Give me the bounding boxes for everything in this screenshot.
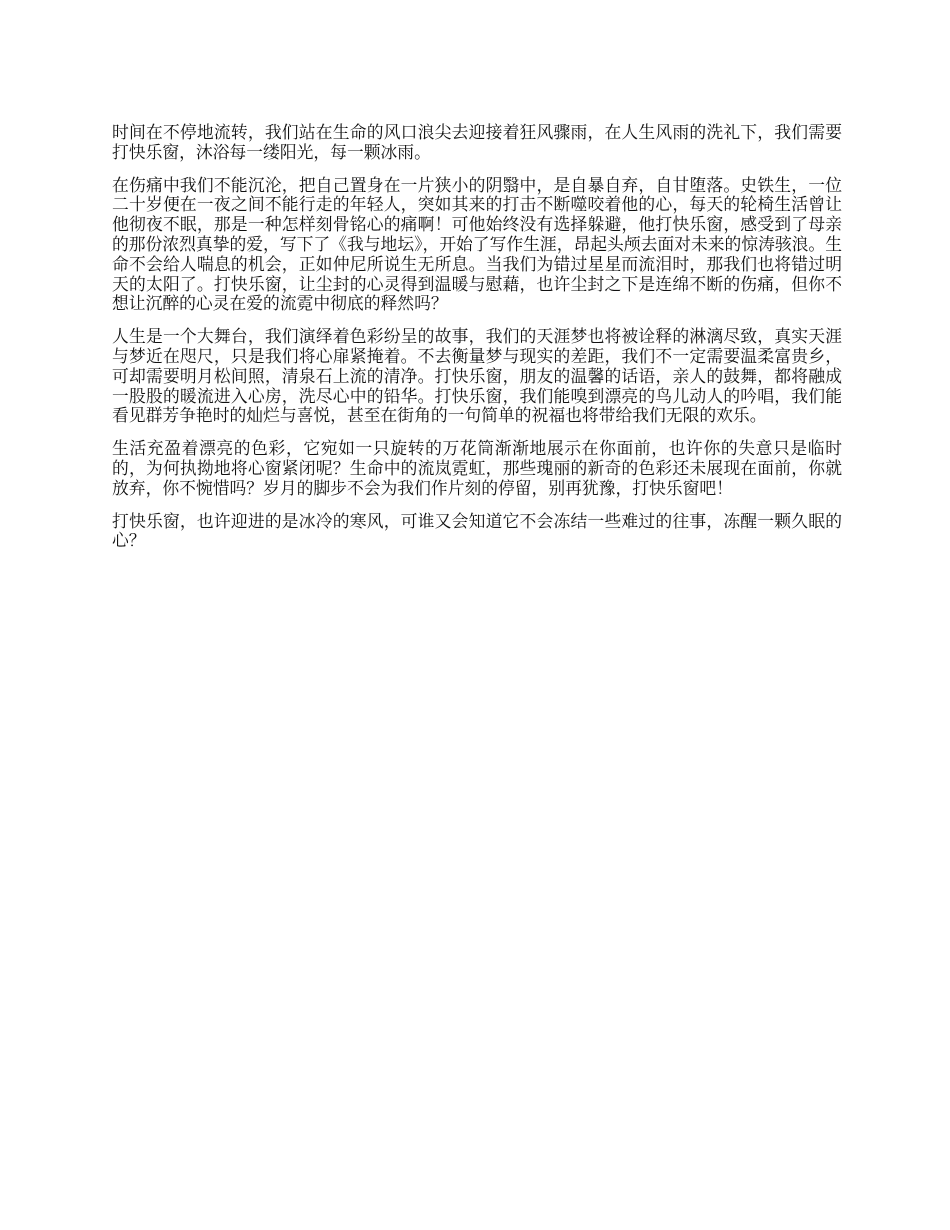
paragraph-1: 时间在不停地流转，我们站在生命的风口浪尖去迎接着狂风骤雨，在人生风雨的洗礼下，我们需要打快乐窗，沐浴每一缕阳光，每一颗冰雨。	[112, 122, 842, 162]
paragraph-3: 人生是一个大舞台，我们演绎着色彩纷呈的故事，我们的天涯梦也将被诠释的淋漓尽致，真实天涯与梦近在咫尺，只是我们将心扉紧掩着。不去衡量梦与现实的差距，我们不一定需要温柔富贵乡，可却需要明月松间照，清泉石上流的清净。打快乐窗，朋友的温馨的话语，亲人的鼓舞，都将融成一股股的暖流进入心房，洗尽心中的铅华。打快乐窗，我们能嗅到漂亮的鸟儿动人的吟唱，我们能看见群芳争艳时的灿烂与喜悦，甚至在街角的一句简单的祝福也将带给我们无限的欢乐。	[112, 326, 842, 426]
paragraph-2: 在伤痛中我们不能沉沦，把自己置身在一片狭小的阴翳中，是自暴自弃，自甘堕落。史铁生，一位二十岁便在一夜之间不能行走的年轻人，突如其来的打击不断噬咬着他的心，每天的轮椅生活曾让他彻夜不眠，那是一种怎样刻骨铭心的痛啊！可他始终没有选择躲避，他打快乐窗，感受到了母亲的那份浓烈真挚的爱，写下了《我与地坛》，开始了写作生涯，昂起头颅去面对未来的惊涛骇浪。生命不会给人喘息的机会，正如仲尼所说生无所息。当我们为错过星星而流泪时，那我们也将错过明天的太阳了。打快乐窗，让尘封的心灵得到温暖与慰藉，也许尘封之下是连绵不断的伤痛，但你不想让沉醉的心灵在爱的流霓中彻底的释然吗？	[112, 174, 842, 314]
paragraph-4: 生活充盈着漂亮的色彩，它宛如一只旋转的万花筒渐渐地展示在你面前，也许你的失意只是临时的，为何执拗地将心窗紧闭呢？生命中的流岚霓虹，那些瑰丽的新奇的色彩还未展现在面前，你就放弃，你不惋惜吗？岁月的脚步不会为我们作片刻的停留，别再犹豫，打快乐窗吧！	[112, 438, 842, 498]
paragraph-5: 打快乐窗，也许迎进的是冰冷的寒风，可谁又会知道它不会冻结一些难过的往事，冻醒一颗久眠的心？	[112, 510, 842, 551]
document-page	[112, 123, 842, 564]
